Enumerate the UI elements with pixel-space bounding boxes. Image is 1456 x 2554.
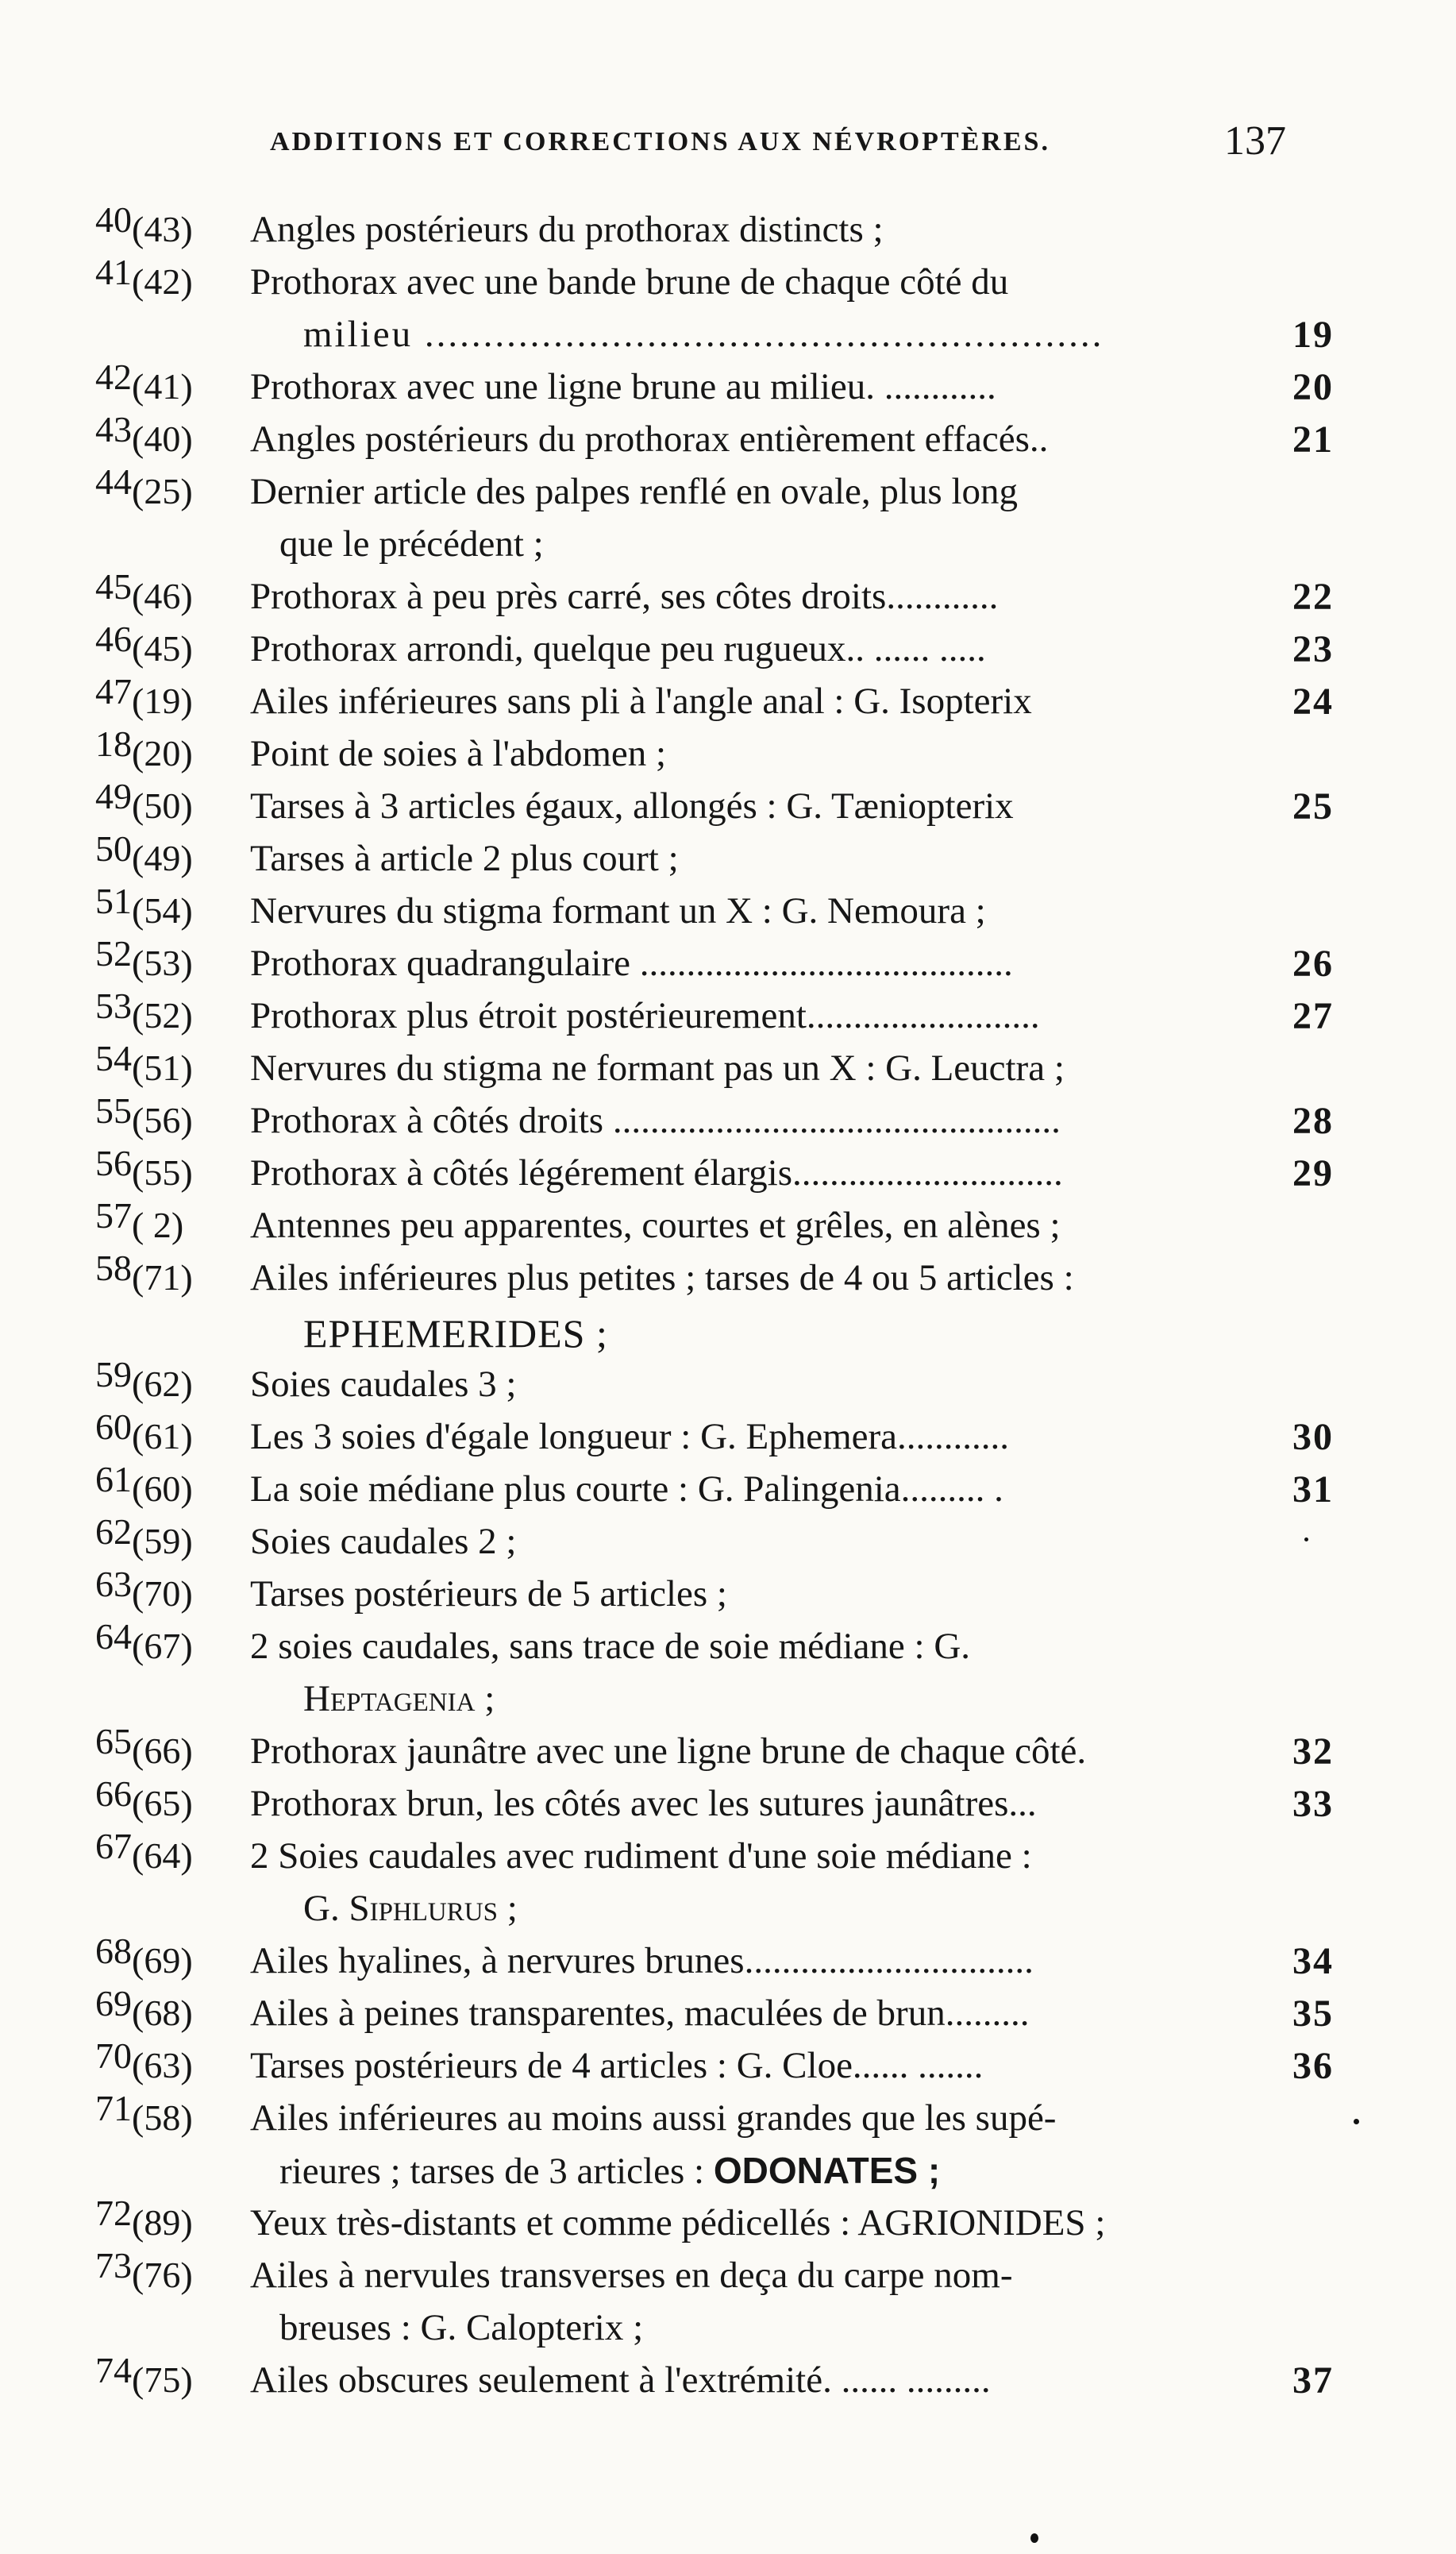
key-entry [95,199,1334,260]
ink-speck [1354,2119,1359,2124]
key-entry [95,2245,1334,2306]
key-entry [95,1721,1334,1782]
key-entry [95,2088,1334,2149]
key-entry [95,881,1334,942]
entry-text: Ailes à nervules transverses en deça du carpe nom- [250,2255,1013,2296]
key-entry [95,1616,1334,1677]
couplet-number: 66(65) [95,1773,193,1823]
species-number: 23 [1292,628,1334,670]
entry-text: Tarses à 3 articles égaux, allongés : G. Tæniopterix [250,785,1014,827]
family-heading: EPHEMERIDES ; [303,1311,608,1356]
genus-name: Heptagenia ; [303,1678,495,1719]
couplet-number: 54(51) [95,1038,193,1088]
key-entry [95,723,1334,785]
couplet-number: 61(60) [95,1459,193,1509]
species-number: 27 [1292,995,1334,1037]
ink-speck [1304,1537,1308,1541]
key-entry-continuation [95,1677,1334,1730]
species-number: 20 [1292,366,1334,408]
entry-text: Tarses à article 2 plus court ; [250,838,679,879]
couplet-number: 49(50) [95,776,193,826]
key-entry-continuation [95,313,1334,365]
species-number: 30 [1292,1416,1334,1458]
entry-text: Soies caudales 2 ; [250,1521,517,1562]
couplet-number: 45(46) [95,566,193,616]
entry-text: Soies caudales 3 ; [250,1364,517,1405]
entry-text: Les 3 soies d'égale longueur : G. Ephemera............ [250,1416,1010,1457]
key-entry [95,1354,1334,1415]
couplet-number: 65(66) [95,1721,193,1771]
couplet-number: 41(42) [95,252,193,302]
key-entry [95,1564,1334,1625]
entry-text [279,2149,1256,2193]
entry-text: Ailes inférieures sans pli à l'angle anal : G. Isopterix [250,681,1032,722]
entry-text: Prothorax avec une ligne brune au milieu. ............ [250,366,996,407]
entry-text: Ailes obscures seulement à l'extrémité. ...... ......... [250,2359,991,2401]
couplet-number: 53(52) [95,986,193,1036]
key-entry [95,828,1334,889]
couplet-number: 73(76) [95,2245,193,2295]
entry-text: 2 soies caudales, sans trace de soie médiane : G. [250,1626,971,1667]
entry-text: Tarses postérieurs de 5 articles ; [250,1573,727,1615]
key-entry-continuation [95,2306,1334,2359]
couplet-number: 44(25) [95,461,193,511]
page-number: 137 [1224,118,1286,164]
entry-text-part: rieures ; tarses de 3 articles : [279,2151,705,2192]
couplet-number: 50(49) [95,828,193,878]
key-entry [95,2193,1334,2254]
species-number: 25 [1292,785,1334,828]
key-entry-continuation [95,1310,1334,1363]
couplet-number: 68(69) [95,1931,193,1981]
key-entry [95,1826,1334,1887]
entry-text: Prothorax plus étroit postérieurement......................... [250,995,1040,1036]
species-number: 22 [1292,576,1334,618]
genus-name: G. Siphlurus ; [303,1888,518,1929]
key-entry [95,357,1334,418]
entry-text: Ailes hyalines, à nervures brunes............................... [250,1940,1034,1981]
entry-text: Dernier article des palpes renflé en ovale, plus long [250,471,1019,512]
couplet-number: 40(43) [95,199,193,249]
entry-text: Prothorax brun, les côtés avec les sutures jaunâtres... [250,1783,1037,1824]
couplet-number: 64(67) [95,1616,193,1666]
couplet-number: 71(58) [95,2088,193,2138]
species-number: 31 [1292,1468,1334,1510]
page-header [270,118,1286,173]
species-number: 35 [1292,1993,1334,2035]
key-entry [95,1143,1334,1204]
entry-text: Prothorax à côtés légérement élargis............................. [250,1152,1063,1194]
entry-text: Angles postérieurs du prothorax distincts ; [250,209,884,250]
key-entry [95,776,1334,837]
ink-speck [1030,2533,1038,2543]
key-entry [95,933,1334,994]
couplet-number: 67(64) [95,1826,193,1876]
entry-text: Prothorax jaunâtre avec une ligne brune de chaque côté. [250,1730,1087,1772]
key-entry [95,1195,1334,1256]
couplet-number: 52(53) [95,933,193,983]
key-entry [95,1773,1334,1834]
entry-text: Nervures du stigma ne formant pas un X : G. Leuctra ; [250,1047,1065,1089]
entry-text: Angles postérieurs du prothorax entièrement effacés.. [250,419,1049,460]
entry-text: Prothorax à peu près carré, ses côtes droits............ [250,576,999,617]
couplet-number: 58(71) [95,1248,193,1298]
entry-text: Prothorax à côtés droits ................................................ [250,1100,1061,1141]
couplet-number: 60(61) [95,1406,193,1456]
key-entry [95,2035,1334,2097]
couplet-number: 70(63) [95,2035,193,2085]
entry-text: La soie médiane plus courte : G. Palingenia......... . [250,1468,1003,1510]
species-number: 33 [1292,1783,1334,1825]
couplet-number: 18(20) [95,723,193,774]
key-entry [95,1511,1334,1572]
species-number: 24 [1292,681,1334,723]
couplet-number: 69(68) [95,1983,193,2033]
species-number: 34 [1292,1940,1334,1982]
entry-text: 2 Soies caudales avec rudiment d'une soie médiane : [250,1835,1032,1877]
couplet-number: 47(19) [95,671,193,721]
entry-text: que le précédent ; [279,523,544,565]
key-entry [95,2350,1334,2411]
key-entry [95,1090,1334,1152]
species-number: 26 [1292,943,1334,985]
key-entry [95,252,1334,313]
key-entry [95,1248,1334,1309]
couplet-number: 74(75) [95,2350,193,2400]
entry-text: Prothorax arrondi, quelque peu rugueux.. ...... ..... [250,628,986,669]
key-entry [95,1931,1334,1992]
entry-text: Yeux très-distants et comme pédicellés : AGRIONIDES ; [250,2202,1106,2243]
entry-text: Ailes à peines transparentes, maculées de brun......... [250,1993,1030,2034]
couplet-number: 51(54) [95,881,193,931]
running-title: ADDITIONS ET CORRECTIONS AUX NÉVROPTÈRES. [270,127,1050,156]
species-number: 37 [1292,2359,1334,2402]
couplet-number: 63(70) [95,1564,193,1614]
entry-text: Ailes inférieures au moins aussi grandes que les supé- [250,2097,1057,2139]
species-number: 19 [1292,314,1334,356]
entry-text: Prothorax quadrangulaire ........................................ [250,943,1013,984]
key-entry [95,1459,1334,1520]
order-heading: ODONATES ; [713,2150,941,2191]
couplet-number: 57( 2) [95,1195,184,1245]
key-entry-continuation [95,523,1334,575]
entry-text: Ailes inférieures plus petites ; tarses de 4 ou 5 articles : [250,1257,1074,1298]
entry-text: Tarses postérieurs de 4 articles : G. Cloe...... ....... [250,2045,984,2086]
key-entry [95,1038,1334,1099]
couplet-number: 46(45) [95,619,193,669]
couplet-number: 43(40) [95,409,193,459]
species-number: 32 [1292,1730,1334,1773]
couplet-number: 55(56) [95,1090,193,1140]
key-entry [95,1983,1334,2044]
entry-text: breuses : G. Calopterix ; [279,2307,644,2348]
couplet-number: 42(41) [95,357,193,407]
key-entry [95,671,1334,732]
couplet-number: 59(62) [95,1354,193,1404]
species-number: 36 [1292,2045,1334,2087]
key-entry [95,986,1334,1047]
couplet-number: 56(55) [95,1143,193,1193]
species-number: 28 [1292,1100,1334,1142]
entry-text: Nervures du stigma formant un X : G. Nemoura ; [250,890,986,932]
key-entry [95,409,1334,470]
key-entry [95,619,1334,680]
species-number: 21 [1292,419,1334,461]
key-entry [95,1406,1334,1468]
entry-text: Antennes peu apparentes, courtes et grêles, en alènes ; [250,1205,1061,1246]
couplet-number: 62(59) [95,1511,193,1561]
key-entry [95,566,1334,627]
entry-text: Prothorax avec une bande brune de chaque côté du [250,261,1009,303]
couplet-number: 72(89) [95,2193,193,2243]
entry-text: Point de soies à l'abdomen ; [250,733,667,774]
key-entry-continuation [95,1887,1334,1939]
key-entry [95,461,1334,523]
species-number: 29 [1292,1152,1334,1194]
entry-text: milieu .......................................................... [303,314,1104,355]
key-entry-continuation [95,2149,1334,2201]
